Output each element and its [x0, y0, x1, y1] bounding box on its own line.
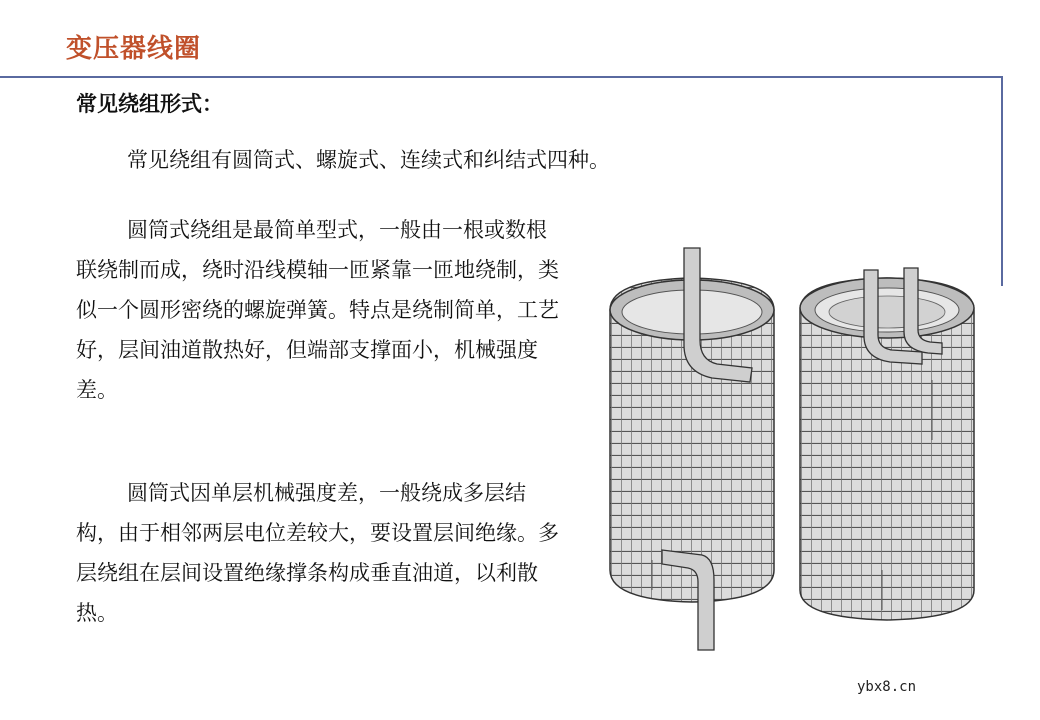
- watermark: ybx8.cn: [857, 679, 917, 695]
- coil-illustration: [592, 240, 1012, 660]
- subheading: 常见绕组形式：: [76, 91, 223, 116]
- left-coil: [610, 248, 774, 650]
- paragraph-multilayer: 圆筒式因单层机械强度差，一般绕成多层结构，由于相邻两层电位差较大，要设置层间绝缘。多层绕组在层间设置绝缘撑条构成垂直油道，以利散热。: [76, 481, 559, 625]
- paragraph-cylindrical: 圆筒式绕组是最简单型式，一般由一根或数根联绕制而成，绕时沿线模轴一匝紧靠一匝地绕制，类似一个圆形密绕的螺旋弹簧。特点是绕制简单，工艺好，层间油道散热好，但端部支撑面小，机械强度差。: [76, 218, 559, 402]
- slide-title: 变压器线圈: [66, 34, 202, 64]
- coil-illustration-svg: [592, 240, 1012, 660]
- paragraph-intro: 常见绕组有圆筒式、螺旋式、连续式和纠结式四种。: [127, 148, 610, 172]
- title-underline: [0, 76, 1003, 78]
- right-coil: [800, 268, 974, 620]
